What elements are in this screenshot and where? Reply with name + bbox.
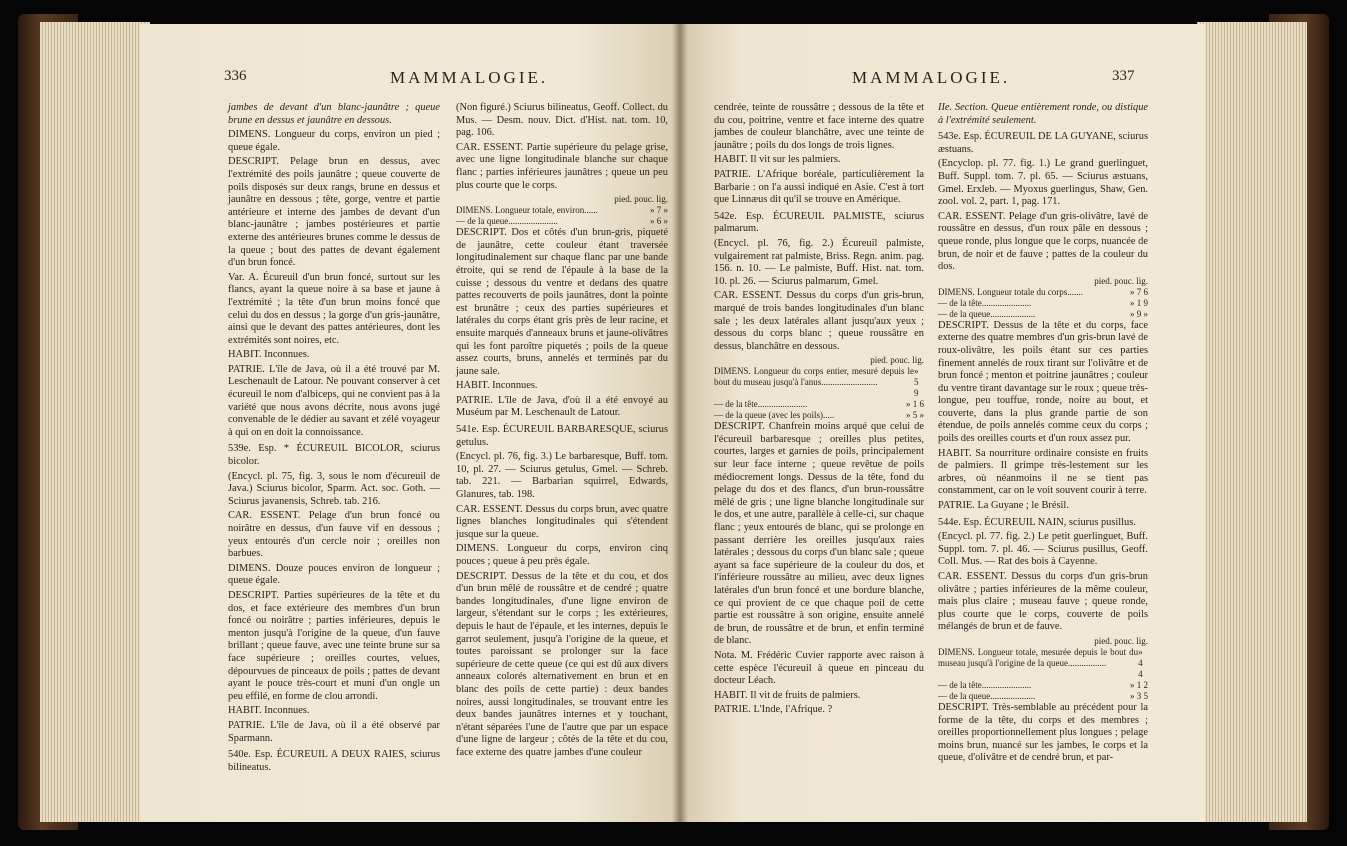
dimension-value: » 1 6 bbox=[906, 399, 924, 410]
paragraph: HABIT. Inconnues. bbox=[228, 705, 310, 717]
dimension-label: — de la tête...................... bbox=[714, 399, 808, 410]
species-heading: 541e. Esp. ÉCUREUIL BARBARESQUE, sciurus getulus. bbox=[456, 424, 668, 448]
paragraph: DIMENS. Douze pouces environ de longueur ; queue égale. bbox=[228, 562, 440, 587]
page-edges-left bbox=[40, 22, 150, 822]
dimension-label: — de la queue.................... bbox=[938, 308, 1036, 319]
paragraph: (Non figuré.) Sciurus bilineatus, Geoff. Collect. du Mus. — Desm. nouv. Dict. d'Hist. nat. tom. 10, pag. 106. bbox=[456, 102, 668, 139]
dimension-value: » 7 6 bbox=[1130, 286, 1148, 297]
book-gutter bbox=[672, 24, 688, 822]
dimensions-table bbox=[938, 276, 1148, 320]
paragraph: (Encyclop. pl. 77. fig. 1.) Le grand guerlinguet, Buff. Suppl. tom. 7. pl. 65. — Sciurus æstuans, Gmel. Erxleb. — Myoxus guerlingus, Shaw, Gen. zool. vol. 2, part. 1, pag. 171. bbox=[938, 158, 1148, 208]
paragraph: HABIT. Il vit de fruits de palmiers. bbox=[714, 689, 861, 701]
paragraph: Nota. M. Frédéric Cuvier rapporte avec raison à cette espèce l'écureuil à queue en pinceau du docteur Léach. bbox=[714, 649, 924, 687]
paragraph: HABIT. Il vit sur les palmiers. bbox=[714, 154, 841, 166]
dimension-value: » 5 » bbox=[906, 410, 924, 421]
species-heading: 544e. Esp. ÉCUREUIL NAIN, sciurus pusillus. bbox=[938, 516, 1136, 528]
paragraph: CAR. ESSENT. Partie supérieure du pelage grise, avec une ligne longitudinale blanche sur chaque flanc ; parties inférieures jaunâtres ; queue un peu plus courte que le corps. bbox=[456, 141, 668, 191]
paragraph: PATRIE. L'Afrique boréale, particulièrement la Barbarie : on l'a aussi indiqué en Asie. C'est à tort que Linnæus dit qu'il se trouve en Amérique. bbox=[714, 168, 924, 206]
species-heading: 539e. Esp. * ÉCUREUIL BICOLOR, sciurus bicolor. bbox=[228, 443, 440, 468]
paragraph: DESCRIPT. Chanfrein moins arqué que celui de l'écureuil barbaresque ; oreilles plus petites, courtes, larges et garnies de poils, principalement sur leur face interne ; queue revêtue de poils médiocrement longs. Dessus de la tête, fond du pelage du dos et des flancs, d'un brun-roussâtre mêlé de gris ; une ligne blanche longitudinale sur le dos, et une autre, parallèle à celle-ci, sur chaque flanc ; yeux entourés de blanc, qui se prolonge en passant derrière les oreilles jusqu'aux raies latérales ; dessous du corps d'un blanc sale ; queue ayant sa face supérieure de la couleur du dos, et l'inférieure roussâtre au milieu, avec deux lignes latérales d'un brun foncé et une bordure blanche, ce qui provient de ce que chaque poil de cette partie est roussâtre à son origine, ensuite annelé de brun, de roussâtre et de brun, et enfin terminé de blanc. bbox=[714, 421, 924, 647]
paragraph: DESCRIPT. Dessus de la tête et du cou, et dos d'un brun mêlé de roussâtre et de cendré ; quatre bandes longitudinales, d'une ligne environ de largeur, s'étendant sur le corps ; les extérieures, depuis le haut de l'épaule, et les internes, depuis le garrot seulement, jusqu'à l'origine de la queue, et toutes paroissant se prolonger sur la face supérieure de cette queue (ce qui est dû aux divers anneaux colorés alternativement en brun et en blanc des poils de cette partie) : deux bandes noires, aussi longitudinales, se trouvant entre les deux bandes jaunâtres internes et y touchant, n'étant séparées l'une de l'autre que par un espace d'une ligne de largeur ; côtés de la tête et du cou, face externe des quatre jambes d'une couleur bbox=[456, 570, 668, 758]
right-column-1 bbox=[714, 102, 924, 719]
species-heading: 542e. Esp. ÉCUREUIL PALMISTE, sciurus palmarum. bbox=[714, 210, 924, 235]
units-header: pied. pouc. lig. bbox=[1094, 275, 1148, 286]
right-running-head: MAMMALOGIE. bbox=[852, 68, 1011, 87]
page-edges-right bbox=[1197, 22, 1307, 822]
paragraph: HABIT. Inconnues. bbox=[456, 380, 538, 392]
paragraph: CAR. ESSENT. Dessus du corps d'un gris-brun olivâtre ; parties inférieures de la même couleur, mais plus claire ; museau fauve ; queue ronde, plus courte que le corps, couverte de poils mélangés de brun et de fauve. bbox=[938, 571, 1148, 633]
species-heading: 540e. Esp. ÉCUREUIL A DEUX RAIES, sciurus bilineatus. bbox=[228, 749, 440, 773]
paragraph: CAR. ESSENT. Pelage d'un brun foncé ou noirâtre en dessus, d'un fauve vif en dessous ; yeux entourés d'un cercle noir ; oreilles non barbues. bbox=[228, 510, 440, 560]
paragraph: Var. A. Écureuil d'un brun foncé, surtout sur les flancs, ayant la queue noire à sa base et jaune à l'extrémité ; la tête d'un brun moins foncé que celui du dos en dessus ; la gorge d'un gris-jaunâtre, ainsi que le devant des pattes antérieures, dont les extrémités sont noires, etc. bbox=[228, 271, 440, 346]
dimension-value: » 1 2 bbox=[1130, 679, 1148, 690]
paragraph: PATRIE. La Guyane ; le Brésil. bbox=[938, 500, 1069, 512]
left-running-head: MAMMALOGIE. bbox=[390, 68, 549, 87]
dimension-value: » 7 » bbox=[650, 205, 668, 216]
paragraph: DESCRIPT. Dos et côtés d'un brun-gris, piqueté de jaunâtre, cette couleur étant traversée longitudinalement sur chaque flanc par une bande étroite, qui se rend de l'épaule à la base de la cuisse ; dessous du ventre et dedans des quatre pattes recouverts de poils jaunâtres, dont la pointe est brunâtre ; ceux des parties supérieures et latérales du corps étant gris près de leur racine, et ensuite marqués d'anneaux bruns et jaune-olivâtres qui les font paroître piquetés ; poils de la queue assez courts, bruns, annelés et terminés par du jaune sale. bbox=[456, 227, 668, 377]
dimension-label: — de la tête...................... bbox=[938, 679, 1032, 690]
species-heading: 543e. Esp. ÉCUREUIL DE LA GUYANE, sciurus æstuans. bbox=[938, 131, 1148, 155]
dimension-label: — de la queue (avec les poils)..... bbox=[714, 410, 835, 421]
paragraph: HABIT. Inconnues. bbox=[228, 349, 310, 361]
dimension-label: DIMENS. Longueur totale, environ...... bbox=[456, 205, 598, 216]
units-header: pied. pouc. lig. bbox=[1094, 635, 1148, 646]
paragraph: CAR. ESSENT. Pelage d'un gris-olivâtre, lavé de roussâtre en dessus, d'un roux pâle en dessous ; queue ronde, plus longue que le corps, nuancée de brun, de noir et de fauve ; pattes de la couleur du dos. bbox=[938, 210, 1148, 273]
dimensions-table bbox=[938, 636, 1148, 702]
paragraph: CAR. ESSENT. Dessus du corps brun, avec quatre lignes blanches longitudinales qui s'étendent jusque sur la queue. bbox=[456, 503, 668, 540]
dimension-value: » 3 5 bbox=[1130, 690, 1148, 701]
paragraph: DIMENS. Longueur du corps, environ un pied ; queue égale. bbox=[228, 129, 440, 153]
left-column-2 bbox=[456, 102, 668, 762]
paragraph: DESCRIPT. Parties supérieures de la tête et du dos, et face extérieure des membres d'un brun foncé ou noirâtre ; parties inférieures, depuis le menton jusqu'à l'origine de la queue, d'un fauve brillant ; queue fauve, avec une teinte brune sur sa face supérieure ; oreilles courtes, velues, dépourvues de pinceaux de poils ; pattes de devant ayant le pouce très-court et muni d'un ongle un peu effilé, en forme de clou arrondi. bbox=[228, 589, 440, 702]
paragraph: (Encycl. pl. 76, fig. 2.) Écureuil palmiste, vulgairement rat palmiste, Briss. Regn. anim. pag. 156. n. 10. — Le palmiste, Buff. Hist. nat. tom. 10. pl. 26. — Sciurus palmarum, Gmel. bbox=[714, 237, 924, 287]
paragraph: DIMENS. Longueur du corps, environ cinq pouces ; queue à peu près égale. bbox=[456, 543, 668, 567]
paragraph: PATRIE. L'île de Java, où il a été observé par Sparmann. bbox=[228, 719, 440, 744]
paragraph: CAR. ESSENT. Dessus du corps d'un gris-brun, marqué de trois bandes longitudinales d'un blanc sale ; les deux latérales allant jusqu'aux yeux ; dessous du corps blanc ; queue roussâtre en dessus, blanchâtre en dessous. bbox=[714, 290, 924, 352]
dimension-label: — de la queue...................... bbox=[456, 216, 558, 227]
dimension-label: DIMENS. Longueur totale du corps....... bbox=[938, 286, 1083, 297]
paragraph: DESCRIPT. Très-semblable au précédent pour la forme de la tête, du corps et des membres ; oreilles proportionnellement plus longues ; pelage moins brun, nuancé sur les jambes, le corps et la queue, d'olivâtre et de cendré brun, et par- bbox=[938, 701, 1148, 764]
units-header: pied. pouc. lig. bbox=[870, 355, 924, 366]
paragraph: HABIT. Sa nourriture ordinaire consiste en fruits de palmiers. Il grimpe très-lestement sur les arbres, où néanmoins il ne se tient pas constamment, car on le voit souvent courir à terre. bbox=[938, 447, 1148, 497]
dimension-value: » 6 » bbox=[650, 216, 668, 227]
left-page bbox=[140, 24, 680, 822]
right-page-number: 337 bbox=[1112, 68, 1135, 84]
units-header: pied. pouc. lig. bbox=[614, 194, 668, 205]
dimension-value: » 9 » bbox=[1130, 308, 1148, 319]
dimension-label: DIMENS. Longueur du corps entier, mesuré depuis le bout du museau jusqu'à l'anus......................... bbox=[714, 366, 914, 388]
dimensions-table bbox=[714, 355, 924, 421]
dimensions-table bbox=[456, 194, 668, 227]
dimension-value: » 4 4 bbox=[1138, 646, 1143, 679]
right-column-2 bbox=[938, 102, 1148, 767]
right-page bbox=[680, 24, 1205, 822]
paragraph: PATRIE. L'île de Java, où il a été trouvé par M. Leschenault de Latour. Ne pouvant conserver à cet écureuil le nom d'albiceps, qui ne convient pas à la variété que nous avons décrite, nous avons jugé convenable de le dédier au savant et zélé voyageur à qui on en doit la connoissance. bbox=[228, 363, 440, 438]
dimension-label: DIMENS. Longueur totale, mesurée depuis le bout du museau jusqu'à l'origine de la queue................. bbox=[938, 646, 1139, 668]
paragraph: PATRIE. L'Inde, l'Afrique. ? bbox=[714, 704, 833, 716]
left-column-1 bbox=[228, 102, 440, 776]
paragraph: jambes de devant d'un blanc-jaunâtre ; queue brune en dessus et jaunâtre en dessous. bbox=[228, 102, 440, 126]
paragraph: DESCRIPT. Dessus de la tête et du corps, face externe des quatre membres d'un gris-brun lavé de roux-olivâtre, les poils étant sur ces parties finement annelés de roux tirant sur l'olivâtre et de brun foncé ; menton et poitrine jaunâtres ; couleur du ventre tirant davantage sur le roux ; queue très-longue, peu touffue, ronde, noire au bout, et couverte, dans la plus grande partie de son étendue, de poils annelés comme ceux du corps ; poils des oreilles courts et d'un roux assez pur. bbox=[938, 319, 1148, 445]
dimension-label: — de la queue.................... bbox=[938, 690, 1036, 701]
dimension-value: » 5 9 bbox=[914, 366, 919, 399]
paragraph: (Encycl. pl. 76, fig. 3.) Le barbaresque, Buff. tom. 10, pl. 27. — Sciurus getulus, Gmel. — Schreb. tab. 221. — Barbarian squirrel, Edwards, Glanures, tab. 198. bbox=[456, 451, 668, 501]
paragraph: PATRIE. L'île de Java, d'où il a été envoyé au Muséum par M. Leschenault de Latour. bbox=[456, 394, 668, 419]
paragraph: DESCRIPT. Pelage brun en dessus, avec l'extrémité des poils jaunâtre ; queue couverte de poils disposés sur deux rangs, brune en dessus et jaunâtre en dessous ; tête, gorge, ventre et partie antérieure et interne des jambes de devant d'un blanc-jaunâtre ; jambes postérieures et partie externe des antérieures brunes comme le dessus de la queue ; bout des pattes de devant également d'un brun foncé. bbox=[228, 156, 440, 269]
paragraph: cendrée, teinte de roussâtre ; dessous de la tête et du cou, poitrine, ventre et face interne des quatre jambes de couleur blanchâtre, avec une teinte de jaunâtre ; poils du dos longs de trois lignes. bbox=[714, 102, 924, 151]
section-heading: IIe. Section. Queue entièrement ronde, ou distique à l'extrémité seulement. bbox=[938, 102, 1148, 126]
left-page-number: 336 bbox=[224, 68, 247, 84]
paragraph: (Encycl. pl. 75, fig. 3, sous le nom d'écureuil de Java.) Sciurus bicolor, Sparm. Act. soc. Goth. — Sciurus javanensis, Schreb. tab. 216. bbox=[228, 470, 440, 507]
dimension-value: » 1 9 bbox=[1130, 297, 1148, 308]
dimension-label: — de la tête...................... bbox=[938, 297, 1032, 308]
paragraph: (Encycl. pl. 77. fig. 2.) Le petit guerlinguet, Buff. Suppl. tom. 7. pl. 46. — Sciurus pusillus, Geoff. Coll. Mus. — Rat des bois à Cayenne. bbox=[938, 531, 1148, 568]
